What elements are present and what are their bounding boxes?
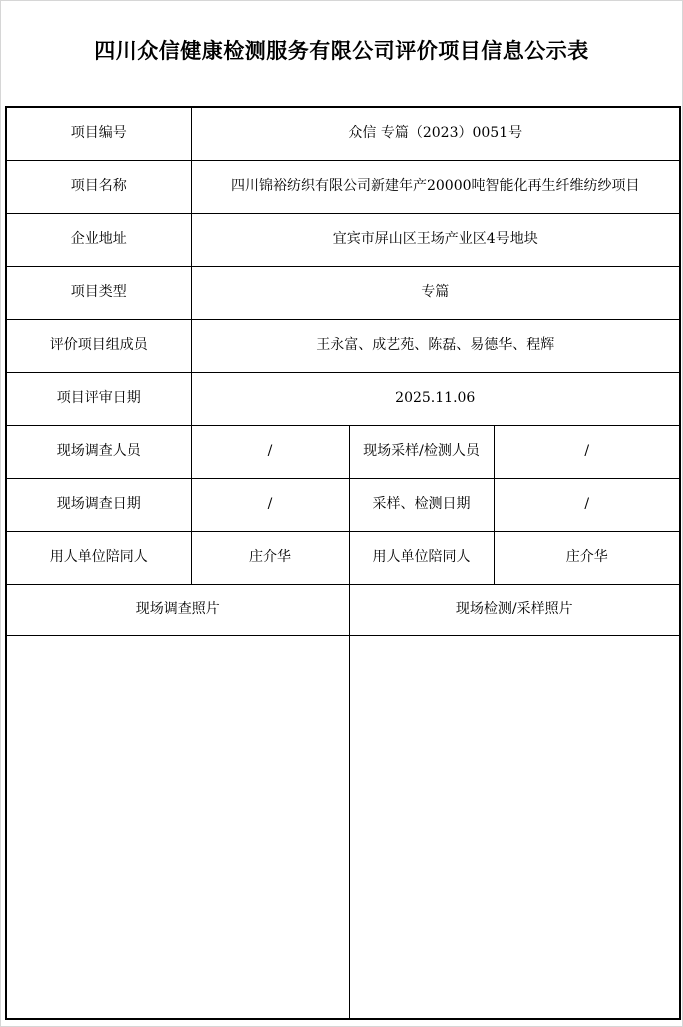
survey-photos-header: 现场调查照片 xyxy=(6,584,349,635)
sampling-personnel-value: / xyxy=(494,425,680,478)
project-number-value: 众信 专篇（2023）0051号 xyxy=(191,107,680,160)
table-row-survey-sampling-date xyxy=(6,478,680,531)
company-address-label: 企业地址 xyxy=(6,213,191,266)
table-row-evaluation-team xyxy=(6,319,680,372)
company-address-value: 宜宾市屏山区王场产业区4号地块 xyxy=(191,213,680,266)
employer-escort-survey-value: 庄介华 xyxy=(191,531,349,584)
table-row-project-type xyxy=(6,266,680,319)
survey-photos-area xyxy=(6,635,349,1019)
table-row-photo-headers xyxy=(6,584,680,635)
sampling-personnel-label: 现场采样/检测人员 xyxy=(349,425,494,478)
sampling-photos-area xyxy=(349,635,680,1019)
employer-escort-survey-label: 用人单位陪同人 xyxy=(6,531,191,584)
review-date-label: 项目评审日期 xyxy=(6,372,191,425)
table-row-project-name xyxy=(6,160,680,213)
sampling-date-value: / xyxy=(494,478,680,531)
project-type-value: 专篇 xyxy=(191,266,680,319)
review-date-value: 2025.11.06 xyxy=(191,372,680,425)
project-type-label: 项目类型 xyxy=(6,266,191,319)
evaluation-team-label: 评价项目组成员 xyxy=(6,319,191,372)
project-number-label: 项目编号 xyxy=(6,107,191,160)
page-title: 四川众信健康检测服务有限公司评价项目信息公示表 xyxy=(94,39,589,63)
table-row-project-number xyxy=(6,107,680,160)
project-name-value: 四川锦裕纺织有限公司新建年产20000吨智能化再生纤维纺纱项目 xyxy=(191,160,680,213)
sampling-date-label: 采样、检测日期 xyxy=(349,478,494,531)
employer-escort-sampling-label: 用人单位陪同人 xyxy=(349,531,494,584)
table-row-survey-sampling-personnel xyxy=(6,425,680,478)
site-survey-date-value: / xyxy=(191,478,349,531)
site-survey-date-label: 现场调查日期 xyxy=(6,478,191,531)
evaluation-team-value: 王永富、成艺苑、陈磊、易德华、程辉 xyxy=(191,319,680,372)
table-row-photo-area xyxy=(6,635,680,1019)
sampling-photos-header: 现场检测/采样照片 xyxy=(349,584,680,635)
project-name-label: 项目名称 xyxy=(6,160,191,213)
table-row-review-date xyxy=(6,372,680,425)
employer-escort-sampling-value: 庄介华 xyxy=(494,531,680,584)
site-survey-personnel-value: / xyxy=(191,425,349,478)
site-survey-personnel-label: 现场调查人员 xyxy=(6,425,191,478)
table-row-employer-escort xyxy=(6,531,680,584)
table-row-company-address xyxy=(6,213,680,266)
project-info-table xyxy=(5,106,681,1020)
